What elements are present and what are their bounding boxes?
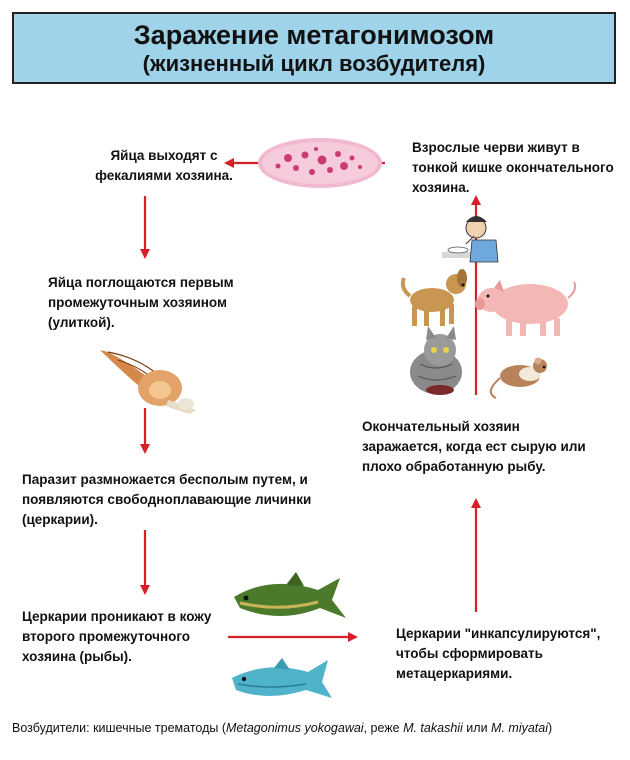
step-line: Взрослые черви живут в bbox=[412, 140, 580, 155]
step-line: промежуточным хозяином bbox=[48, 295, 227, 310]
step-line: Яйца поглощаются первым bbox=[48, 275, 234, 290]
step-line: (церкарии). bbox=[22, 512, 98, 527]
fish-green-icon bbox=[234, 572, 346, 618]
pig-icon bbox=[475, 280, 575, 336]
species-name: Metagonimus yokogawai bbox=[226, 721, 364, 735]
step-line: второго промежуточного bbox=[22, 629, 191, 644]
snail-icon bbox=[100, 350, 196, 414]
rat-icon bbox=[491, 358, 547, 399]
species-name: M. miyatai bbox=[491, 721, 548, 735]
page-subtitle: (жизненный цикл возбудителя) bbox=[142, 51, 486, 76]
step-line: тонкой кишке окончательного bbox=[412, 160, 614, 175]
step-line: Церкарии проникают в кожу bbox=[22, 609, 212, 624]
footnote-text: Возбудители: кишечные трематоды ( bbox=[12, 721, 226, 735]
step-line: хозяина (рыбы). bbox=[22, 649, 132, 664]
step-line: фекалиями хозяина. bbox=[95, 168, 233, 183]
page-title: Заражение метагонимозом bbox=[133, 20, 495, 50]
fish-blue-icon bbox=[232, 658, 332, 698]
cat-icon bbox=[410, 326, 462, 395]
person-eating-icon bbox=[442, 216, 498, 262]
step-line: появляются свободноплавающие личинки bbox=[22, 492, 312, 507]
step-line: хозяина. bbox=[412, 180, 470, 195]
dog-icon bbox=[403, 269, 467, 326]
step-line: Окончательный хозяин bbox=[362, 419, 520, 434]
step-line: Паразит размножается бесполым путем, и bbox=[22, 472, 308, 487]
species-name: M. takashii bbox=[403, 721, 463, 735]
footnote-text: или bbox=[462, 721, 492, 735]
cycle-arrows bbox=[145, 163, 476, 637]
footnote-text: ) bbox=[548, 721, 553, 735]
step-line: метацеркариями. bbox=[396, 666, 513, 681]
step-line: (улиткой). bbox=[48, 315, 115, 330]
step-line: плохо обработанную рыбу. bbox=[362, 459, 546, 474]
step-line: чтобы сформировать bbox=[396, 646, 543, 661]
step-line: заражается, когда ест сырую или bbox=[362, 439, 586, 454]
footnote-text: , реже bbox=[363, 721, 404, 735]
step-line: Яйца выходят с bbox=[110, 148, 218, 163]
egg-icon bbox=[258, 138, 382, 188]
step-line: Церкарии "инкапсулируются", bbox=[396, 626, 601, 641]
